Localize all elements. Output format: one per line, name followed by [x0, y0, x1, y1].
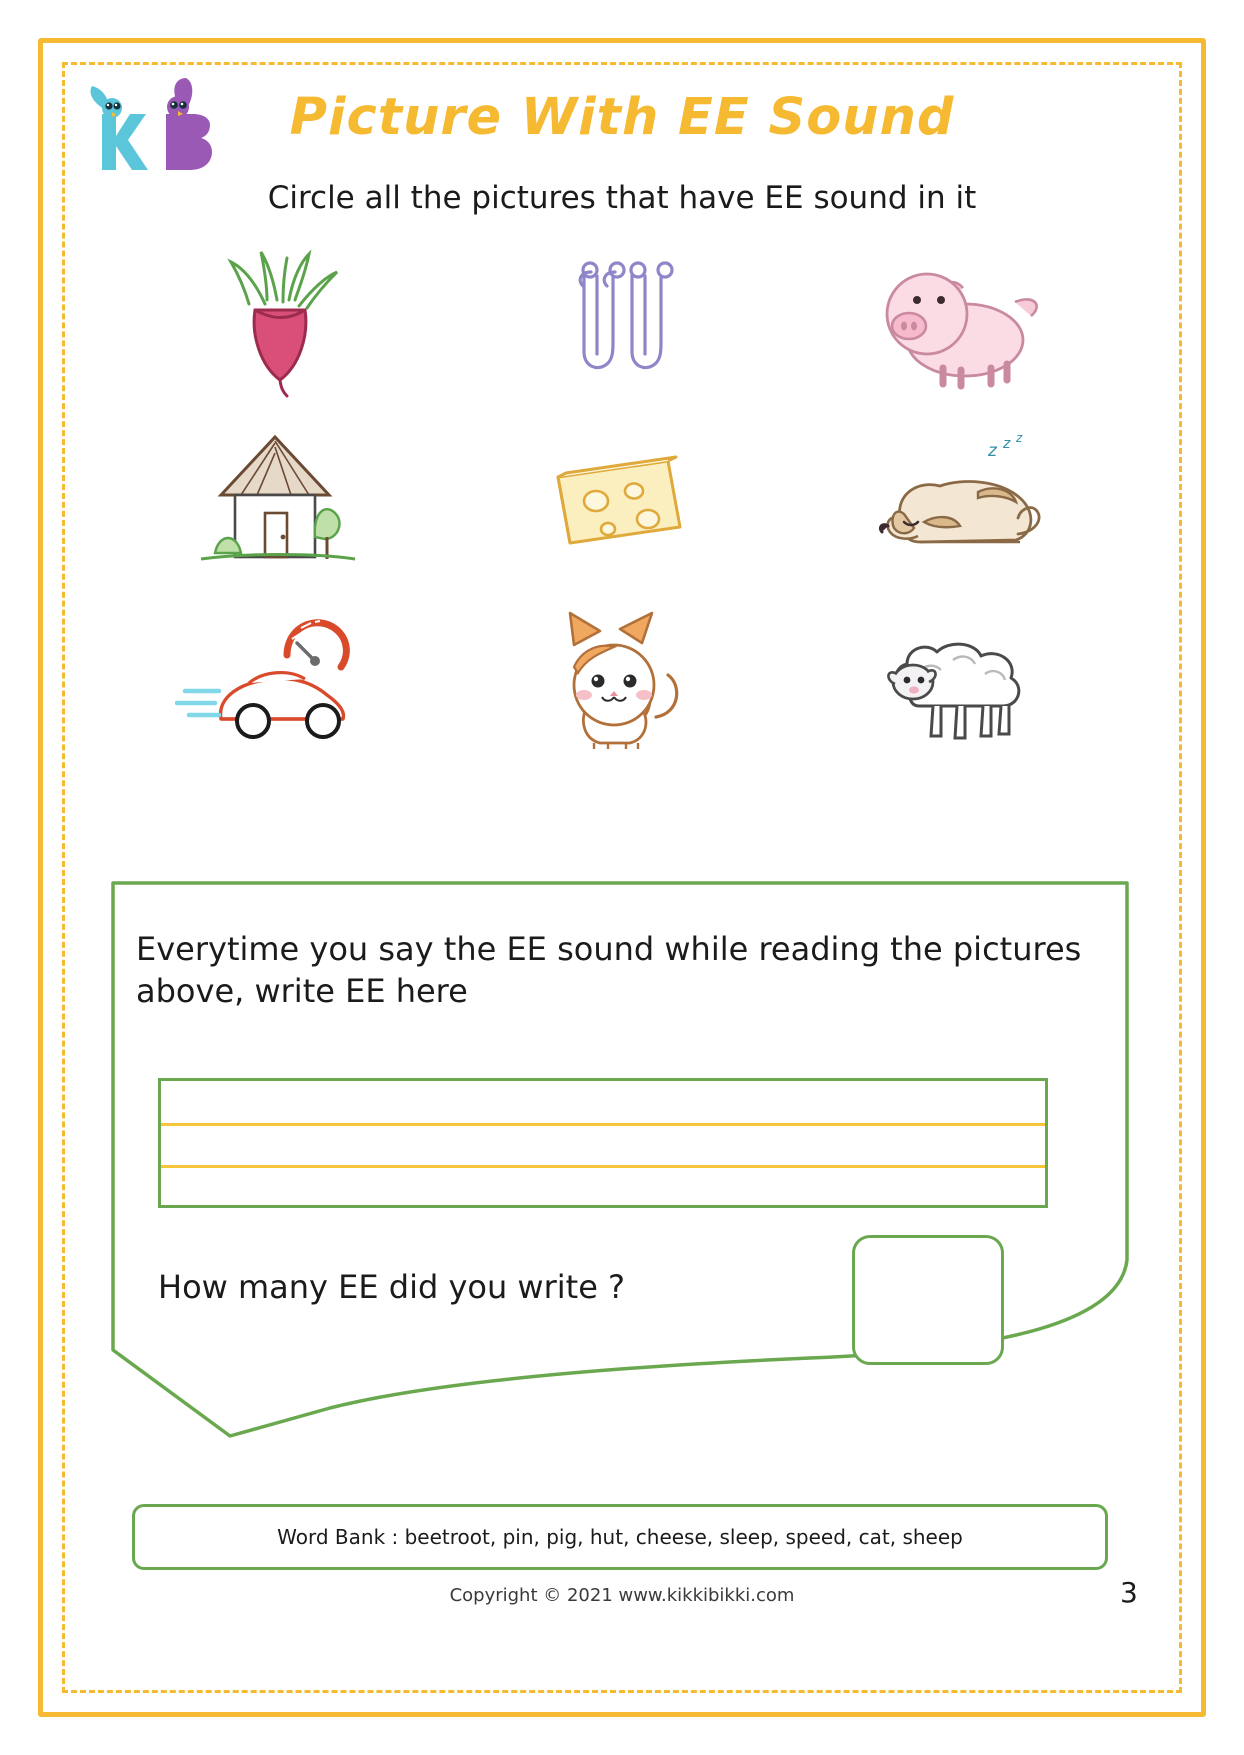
writing-line-guide-top: [161, 1123, 1045, 1126]
word-bank: Word Bank : beetroot, pin, pig, hut, cheese, sleep, speed, cat, sheep: [132, 1504, 1108, 1570]
page-number: 3: [1120, 1576, 1138, 1609]
picture-hut[interactable]: [110, 412, 450, 592]
svg-text:z: z: [1003, 436, 1011, 452]
picture-cheese[interactable]: [450, 412, 790, 592]
writing-lines[interactable]: [158, 1078, 1048, 1208]
picture-grid: [110, 232, 1130, 772]
picture-pin[interactable]: [450, 232, 790, 412]
svg-text:z: z: [1016, 431, 1023, 445]
activity-instruction: Everytime you say the EE sound while reading the pictures above, write EE here: [136, 930, 1082, 1011]
copyright-text: Copyright © 2021 www.kikkibikki.com: [449, 1585, 795, 1606]
count-question: How many EE did you write ?: [158, 1268, 626, 1306]
picture-beetroot[interactable]: [110, 232, 450, 412]
picture-speed[interactable]: [110, 592, 450, 772]
page-subtitle: Circle all the pictures that have EE sound in it: [267, 180, 977, 216]
picture-sleep[interactable]: [790, 412, 1130, 592]
picture-sheep[interactable]: [790, 592, 1130, 772]
picture-pig[interactable]: [790, 232, 1130, 412]
writing-line-guide-bottom: [161, 1165, 1045, 1168]
page-title: Picture With EE Sound: [289, 88, 955, 147]
picture-cat[interactable]: [450, 592, 790, 772]
activity-section: [110, 880, 1130, 1440]
answer-input-box[interactable]: [852, 1235, 1004, 1365]
svg-text:z: z: [988, 441, 997, 461]
